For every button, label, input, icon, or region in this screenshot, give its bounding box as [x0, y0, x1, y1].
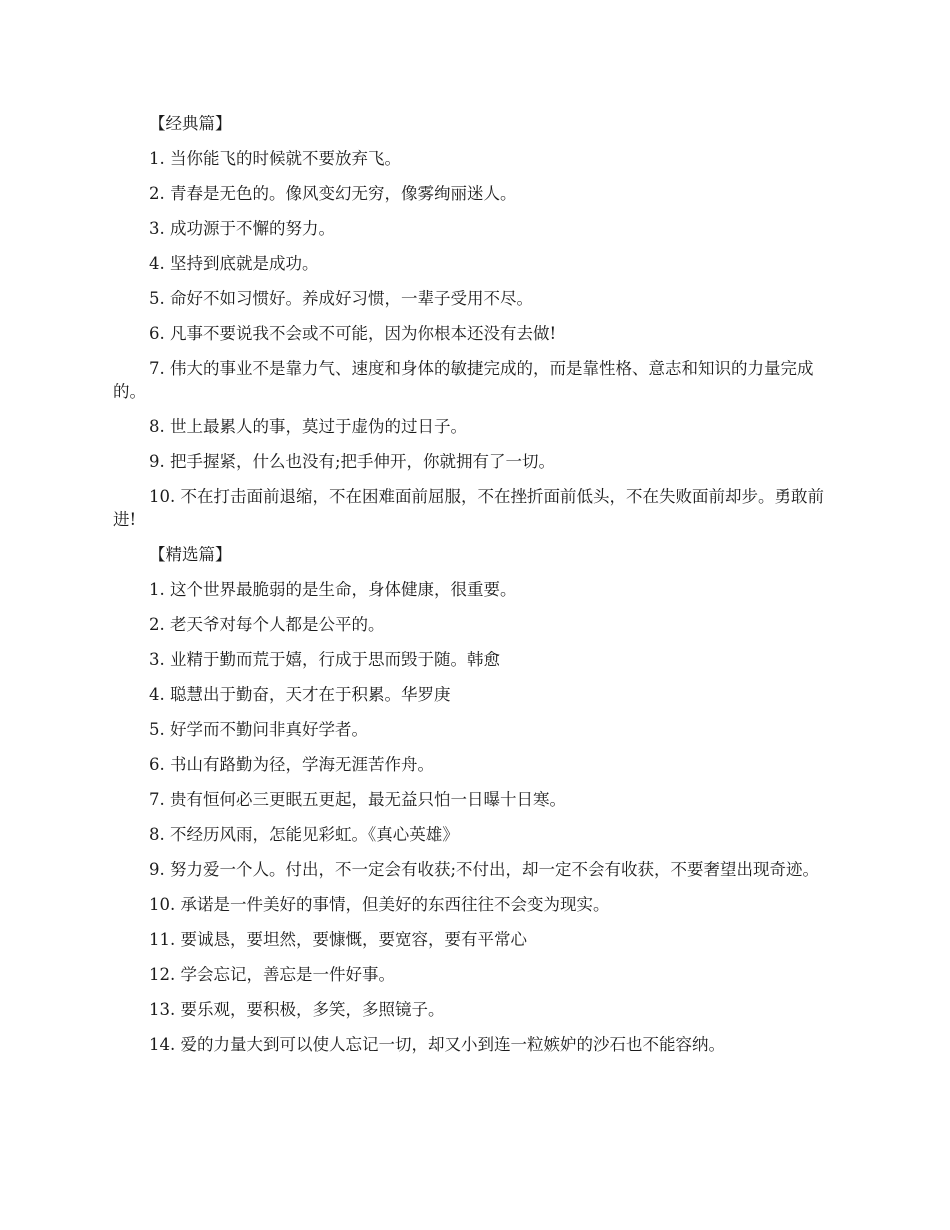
list-item: 3. 业精于勤而荒于嬉，行成于思而毁于随。韩愈	[149, 650, 500, 669]
section-heading-selected: 【精选篇】	[149, 545, 232, 564]
list-item: 10. 承诺是一件美好的事情，但美好的东西往往不会变为现实。	[149, 895, 610, 914]
list-item: 8. 世上最累人的事，莫过于虚伪的过日子。	[149, 417, 467, 436]
list-item: 2. 老天爷对每个人都是公平的。	[149, 615, 385, 634]
list-item: 14. 爱的力量大到可以使人忘记一切，却又小到连一粒嫉妒的沙石也不能容纳。	[149, 1035, 725, 1054]
section-heading-classic: 【经典篇】	[149, 114, 232, 133]
list-item: 4. 聪慧出于勤奋，天才在于积累。华罗庚	[149, 685, 451, 704]
list-item: 1. 当你能飞的时候就不要放弃飞。	[149, 149, 401, 168]
list-item: 3. 成功源于不懈的努力。	[149, 219, 335, 238]
list-item: 2. 青春是无色的。像风变幻无穷，像雾绚丽迷人。	[149, 184, 517, 203]
list-item: 5. 好学而不勤问非真好学者。	[149, 720, 368, 739]
list-item: 4. 坚持到底就是成功。	[149, 254, 319, 273]
list-item: 6. 凡事不要说我不会或不可能，因为你根本还没有去做!	[149, 324, 557, 343]
list-item: 11. 要诚恳，要坦然，要慷慨，要宽容，要有平常心	[149, 930, 527, 949]
list-item: 9. 努力爱一个人。付出，不一定会有收获;不付出，却一定不会有收获，不要奢望出现奇迹。	[149, 860, 820, 879]
list-item: 12. 学会忘记，善忘是一件好事。	[149, 965, 395, 984]
list-item: 8. 不经历风雨，怎能见彩虹。《真心英雄》	[149, 825, 459, 844]
list-item: 5. 命好不如习惯好。养成好习惯，一辈子受用不尽。	[149, 289, 533, 308]
list-item: 9. 把手握紧，什么也没有;把手伸开，你就拥有了一切。	[149, 452, 556, 471]
document-body	[113, 112, 838, 1068]
list-item: 7. 贵有恒何必三更眠五更起，最无益只怕一日曝十日寒。	[149, 790, 566, 809]
list-item: 10. 不在打击面前退缩，不在困难面前屈服，不在挫折面前低头，不在失败面前却步。勇敢前进!	[113, 487, 824, 529]
list-item: 7. 伟大的事业不是靠力气、速度和身体的敏捷完成的，而是靠性格、意志和知识的力量完成的。	[113, 359, 814, 401]
list-item: 6. 书山有路勤为径，学海无涯苦作舟。	[149, 755, 434, 774]
list-item: 13. 要乐观，要积极，多笑，多照镜子。	[149, 1000, 445, 1019]
list-item: 1. 这个世界最脆弱的是生命，身体健康，很重要。	[149, 580, 517, 599]
